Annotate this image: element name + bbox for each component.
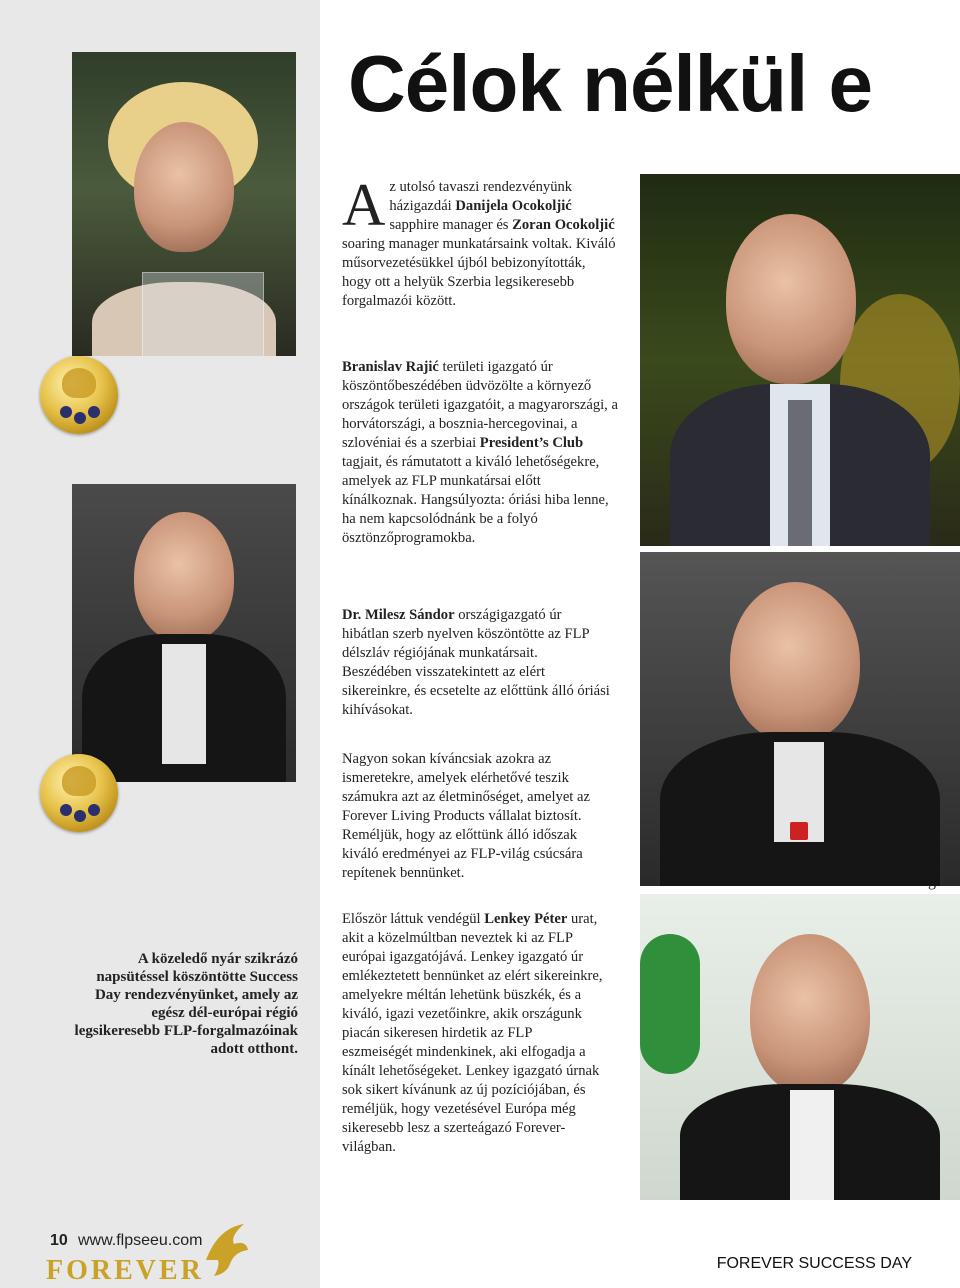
name: Branislav Rajić — [342, 359, 439, 375]
photo-danijela-ocokoljic — [72, 52, 296, 356]
page-title: Célok nélkül e — [348, 39, 872, 128]
paragraph-3 — [342, 606, 610, 720]
paragraph-2 — [342, 358, 618, 548]
forever-eagle-logo-icon — [200, 1220, 252, 1280]
forever-logo-text: FOREVER — [46, 1255, 204, 1286]
president-club-pin-icon — [40, 356, 118, 434]
text: tagjait, és rámutatott a kiváló lehetőségekre, amelyek az FLP munkatársai előtt kínálkoznak. Hangsúlyozta: óriási hiba lenne, ha nem kapcsolódnánk be a folyó ösztönzőprogramokba. — [342, 454, 609, 546]
name: Danijela Ocokoljić — [455, 198, 572, 214]
photo-milesz-sandor — [640, 552, 960, 886]
paragraph-5 — [342, 910, 606, 1157]
text: sapphire manager és — [389, 217, 513, 233]
paragraph-1 — [342, 172, 618, 311]
photo-zoran-ocokoljic — [72, 484, 296, 782]
paragraph-4: Nagyon sokan kíváncsiak azokra az ismeretekre, amelyek elérhetővé teszik számukra azt az életminőséget, amelyet az Forever Living Products vállalat biztosít. Reméljük, hogy az előttünk álló időszak kiváló eredményei az FLP-világ csúcsára repítenek bennünket. — [342, 751, 590, 881]
name: Zoran Ocokoljić — [512, 217, 615, 233]
page-number: 10 — [50, 1232, 68, 1249]
club-name: President’s Club — [479, 435, 584, 451]
text: területi igazgató úr köszöntőbeszédében üdvözölte a környező országok területi igazgatóit, a magyarországi, a horvátországi, a bosznia-hercegovinai, a szlovéniai és a szerbiai — [342, 359, 618, 451]
intro-text: A közeledő nyár szikrázó napsütéssel köszöntötte Success Day rendezvényünket, amely az egész dél-európai régió legsikeresebb FLP-forgalmazóinak adott otthont. — [74, 951, 298, 1057]
website-link[interactable]: www.flpseeu.com — [78, 1232, 203, 1249]
text: országigazgató úr hibátlan szerb nyelven köszöntötte az FLP délszláv régiójának munkatársait. Beszédében visszatekintett az elért sikereinkre, és ecsetelte az előttünk álló óriási kihívásokat. — [342, 607, 610, 718]
text: Először láttuk vendégül — [342, 911, 485, 927]
text: z utolsó tavaszi rendezvényünk házigazdái — [389, 179, 573, 214]
photo-branislav-rajic — [640, 174, 960, 546]
text: soaring manager munkatársaink voltak. Kiváló műsorvezetésükkel újból bebizonyították, hogy ott a helyük Szerbia legsikeresebb forgalmazói között. — [342, 236, 616, 309]
text: urat, akit a közelmúltban neveztek ki az FLP európai igazgatójává. Lenkey igazgató úr emlékeztetett bennünket az elért sikereinkre, amelyekre méltán lehetünk büszkék, és a kiváló, igazi vezetőinkre, akik országunk piacán sikeresen hirdetik az FLP eszmeiségét mindenkinek, aki elfogadja a kínált lehetőségeket. Lenkey igazgató úrnak sok sikert kívánunk az új pozíciójában, és reméljük, hogy vezetésével Európa még sikeresebb lesz a szerteágazó Forever-világban. — [342, 911, 603, 1155]
name: Lenkey Péter — [484, 911, 568, 927]
photo-lenkey-peter — [640, 894, 960, 1200]
drop-cap: A — [342, 172, 386, 238]
section-label: FOREVER SUCCESS DAY — [716, 1255, 912, 1272]
president-club-pin-icon — [40, 754, 118, 832]
name: Dr. Milesz Sándor — [342, 607, 455, 623]
